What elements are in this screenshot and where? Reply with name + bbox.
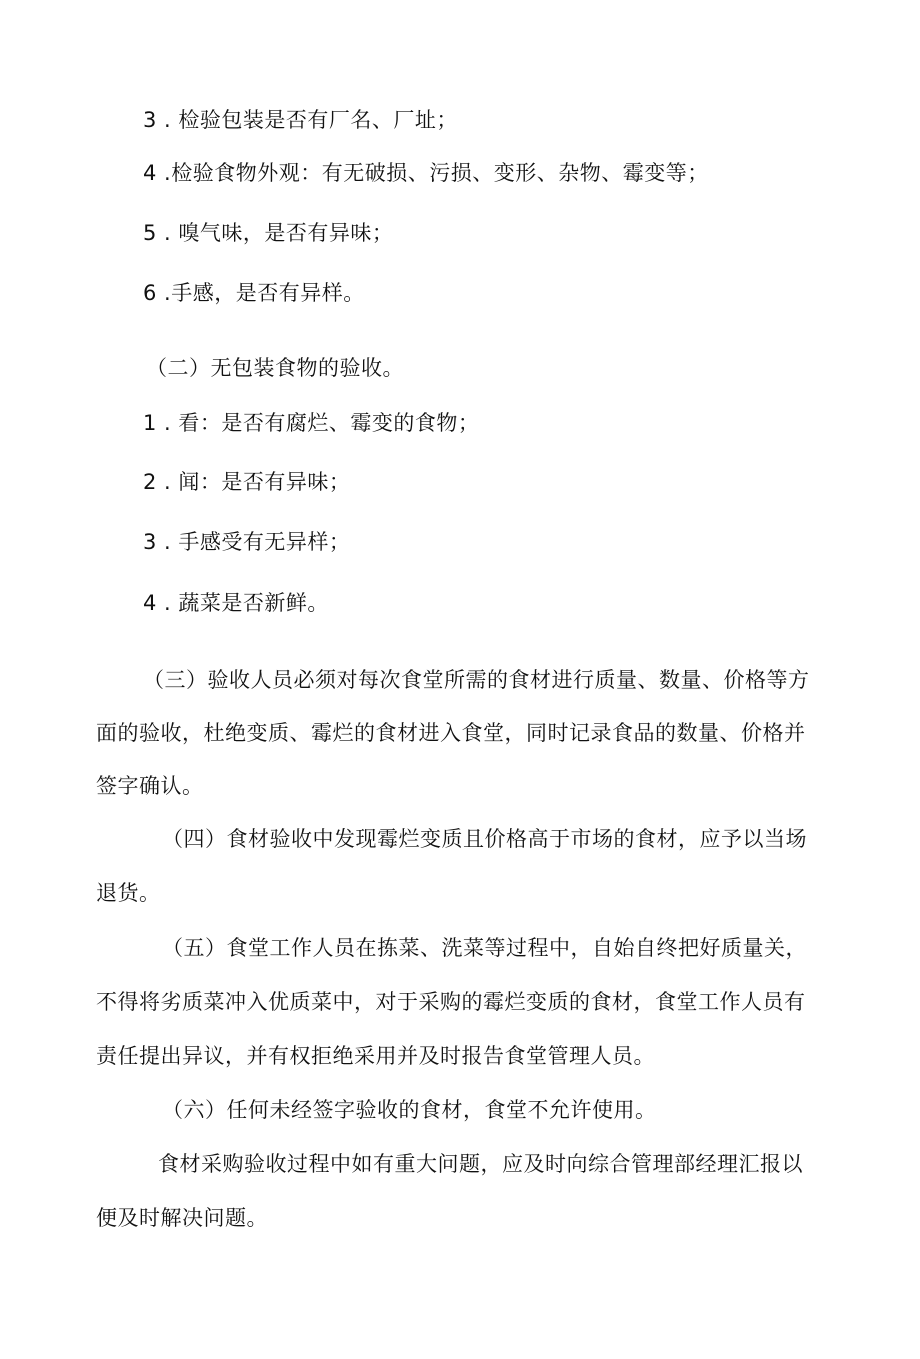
- list-item-unpackaged-4: 4 . 蔬菜是否新鲜。: [143, 591, 329, 615]
- list-item-packaged-4: 4 .检验食物外观：有无破损、污损、变形、杂物、霉变等；: [143, 161, 709, 185]
- section-5-line-3: 责任提出异议，并有权拒绝采用并及时报告食堂管理人员。: [96, 1044, 655, 1068]
- list-item-packaged-3: 3 . 检验包装是否有厂名、厂址；: [143, 108, 458, 132]
- list-item-unpackaged-1: 1 . 看：是否有腐烂、霉变的食物；: [143, 411, 480, 435]
- closing-line-1: 食材采购验收过程中如有重大问题，应及时向综合管理部经理汇报以: [158, 1152, 803, 1176]
- section-5-line-2: 不得将劣质菜冲入优质菜中，对于采购的霉烂变质的食材，食堂工作人员有: [96, 990, 806, 1014]
- list-item-packaged-5: 5 . 嗅气味，是否有异味；: [143, 221, 394, 245]
- list-item-unpackaged-3: 3 . 手感受有无异样；: [143, 530, 351, 554]
- section-6-line: （六）任何未经签字验收的食材，食堂不允许使用。: [162, 1098, 657, 1122]
- section-4-line-1: （四）食材验收中发现霉烂变质且价格高于市场的食材，应予以当场: [162, 827, 807, 851]
- closing-line-2: 便及时解决问题。: [96, 1206, 268, 1230]
- section-5-line-1: （五）食堂工作人员在拣菜、洗菜等过程中，自始自终把好质量关，: [162, 936, 807, 960]
- list-item-packaged-6: 6 .手感，是否有异样。: [143, 281, 365, 305]
- section-4-line-2: 退货。: [96, 881, 161, 905]
- section-2-heading: （二）无包装食物的验收。: [146, 356, 404, 380]
- section-3-line-2: 面的验收，杜绝变质、霉烂的食材进入食堂，同时记录食品的数量、价格并: [96, 721, 806, 745]
- section-3-line-1: （三）验收人员必须对每次食堂所需的食材进行质量、数量、价格等方: [143, 668, 810, 692]
- section-3-line-3: 签字确认。: [96, 774, 204, 798]
- list-item-unpackaged-2: 2 . 闻：是否有异味；: [143, 470, 351, 494]
